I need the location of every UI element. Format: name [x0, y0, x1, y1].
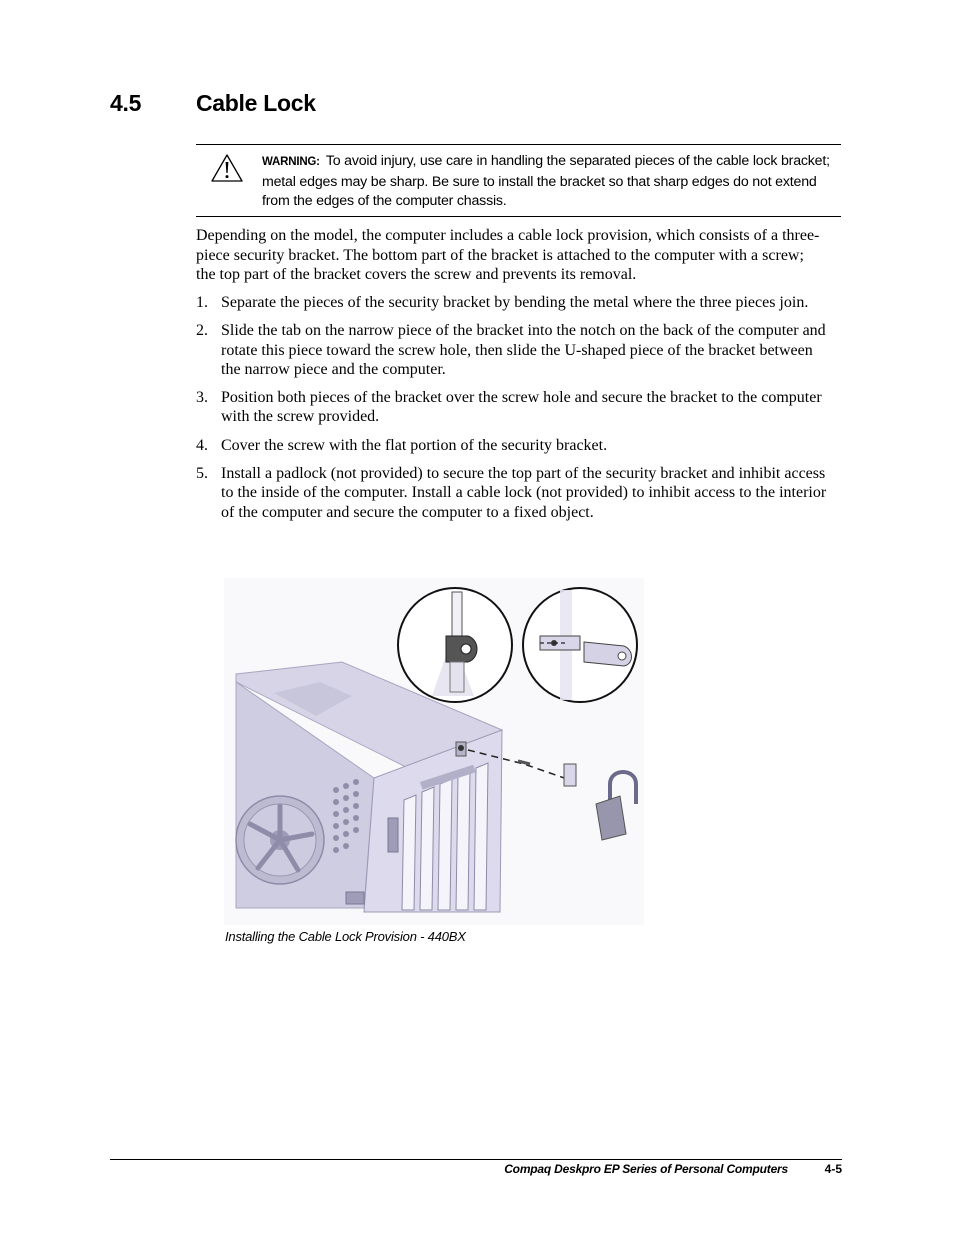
- steps-list: [196, 293, 832, 531]
- detail-circle-bracket: [398, 588, 512, 702]
- step-text: Slide the tab on the narrow piece of the bracket into the notch on the back of the computer and rotate this piece toward the screw hole, then slide the U-shaped piece of the bracket between the narrow piece and the computer.: [221, 322, 826, 378]
- fan-icon: [236, 796, 324, 884]
- step-number: 3.: [196, 389, 208, 407]
- step-number: 1.: [196, 294, 208, 311]
- page-number: 4-5: [824, 1162, 842, 1176]
- section-heading: [110, 90, 316, 117]
- cable-lock-illustration: [224, 578, 644, 925]
- list-item: [196, 464, 832, 522]
- warning-box: [196, 144, 841, 217]
- footer-divider: [110, 1159, 842, 1160]
- warning-text-block: [262, 152, 832, 212]
- section-number: 4.5: [110, 90, 142, 116]
- warning-label: WARNING:: [262, 156, 320, 168]
- detail-circle-padlock: [523, 588, 637, 702]
- step-number: 5.: [196, 465, 208, 483]
- list-item: [196, 293, 832, 312]
- list-item: [196, 436, 832, 455]
- warning-text: To avoid injury, use care in handling the separated pieces of the cable lock bracket; metal edges may be sharp. Be sure to install the bracket so that sharp edges do not extend from the edges of the computer chassis.: [262, 153, 830, 209]
- list-item: [196, 388, 832, 427]
- list-item: [196, 321, 832, 379]
- step-text: Cover the screw with the flat portion of the security bracket.: [221, 436, 608, 454]
- figure-caption: Installing the Cable Lock Provision - 440BX: [225, 929, 466, 944]
- step-text: Position both pieces of the bracket over the screw hole and secure the bracket to the computer with the screw provided.: [221, 389, 822, 426]
- step-number: 2.: [196, 322, 208, 340]
- step-text: Separate the pieces of the security bracket by bending the metal where the three pieces join.: [221, 294, 809, 311]
- intro-paragraph: Depending on the model, the computer includes a cable lock provision, which consists of a three-piece security bracket. The bottom part of the bracket is attached to the computer with a screw; the top part of the bracket covers the screw and prevents its removal.: [196, 227, 820, 283]
- warning-triangle-icon: [210, 153, 244, 183]
- footer-title: Compaq Deskpro EP Series of Personal Computers: [504, 1162, 788, 1176]
- step-number: 4.: [196, 436, 208, 454]
- step-text: Install a padlock (not provided) to secure the top part of the security bracket and inhibit access to the inside of the computer. Install a cable lock (not provided) to inhibit access to the interior of the computer and secure the computer to a fixed object.: [221, 465, 827, 521]
- section-title: Cable Lock: [196, 90, 316, 116]
